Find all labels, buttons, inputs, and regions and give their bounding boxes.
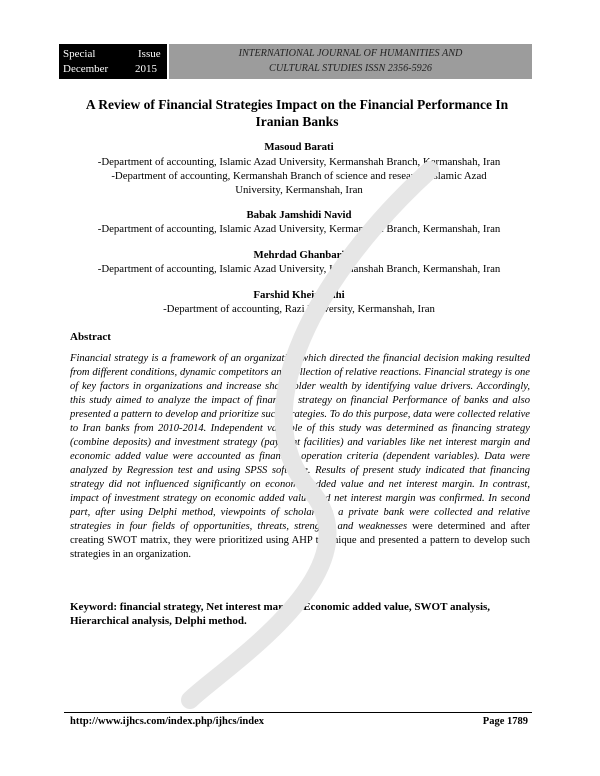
- author-name: Babak Jamshidi Navid: [246, 209, 352, 221]
- footer-rule: [64, 712, 532, 713]
- special-label: Special: [63, 48, 96, 60]
- abstract-italic-text: Financial strategy is a framework of an organization which directed the financial decision making resulted from different conditions, dynamic competitors and collection of relative reactions. Financial strategy is one of key factors in organizations and increase shareholder wealth by identifying value drivers. Accordingly, this study aimed to analyze the impact of financial strategy on financial Performance of banks and also presented a pattern to develop and prioritize such strategies. To do this purpose, data were collected relative to Iran banks from 2010-2014. Independent variable of this study was determined as financing strategy (combine deposits) and investment strategy (payment facilities) and variables like net interest margin and economic added value were accounted as financial operation criteria (dependent variables). Data were analyzed by Regression test and using SPSS software. Results of present study indicated that financing strategy did not influenced significantly on economic added value and net interest margin. In contrast, impact of investment strategy on economic added value and net interest margin was confirmed. In second part, after using Delphi method, viewpoints of scholars in a private bank were collected and relative strategies in four fields of opportunities, threats, strengths and weaknesses: [70, 353, 530, 532]
- author-affiliation: -Department of accounting, Islamic Azad University, Kermanshah Branch, Kermanshah, Iran: [97, 223, 501, 235]
- paper-title-line1: A Review of Financial Strategies Impact on the Financial Performance In: [85, 97, 509, 112]
- author-name: Farshid Kheirollahi: [253, 289, 345, 301]
- abstract-regular-text: were determined and after creating SWOT matrix, they were prioritized using AHP technique and presented a pattern to develop such strategies in an organization.: [70, 521, 530, 560]
- year-label: 2015: [135, 63, 157, 75]
- paper-title-line2: Iranian Banks: [255, 114, 339, 129]
- author-affiliation: -Department of accounting, Islamic Azad University, Kermanshah Branch, Kermanshah, Iran: [97, 156, 501, 168]
- issue-label: Issue: [138, 48, 161, 60]
- abstract-body: [70, 352, 530, 562]
- journal-name-line1: INTERNATIONAL JOURNAL OF HUMANITIES AND: [238, 48, 463, 59]
- author-name: Masoud Barati: [264, 141, 334, 153]
- author-name: Mehrdad Ghanbari: [253, 249, 345, 261]
- keywords: Keyword: financial strategy, Net interest margin, Economic added value, SWOT analysis, Hierarchical analysis, Delphi method.: [70, 601, 491, 627]
- month-label: December: [63, 63, 109, 75]
- paper-title: [62, 96, 532, 130]
- footer-url[interactable]: http://www.ijhcs.com/index.php/ijhcs/index: [70, 716, 264, 727]
- abstract-heading: Abstract: [70, 331, 111, 343]
- journal-name-line2: CULTURAL STUDIES ISSN 2356-5926: [269, 63, 432, 74]
- issue-box: [59, 44, 167, 79]
- author-affiliation: -Department of accounting, Kermanshah Branch of science and research, Islamic Azad: [111, 170, 487, 182]
- page-number: Page 1789: [482, 716, 528, 727]
- author-affiliation: -Department of accounting, Razi University, Kermanshah, Iran: [163, 303, 435, 315]
- author-affiliation: -Department of accounting, Islamic Azad University, Kermanshah Branch, Kermanshah, Iran: [97, 263, 501, 275]
- author-affiliation: University, Kermanshah, Iran: [235, 184, 363, 196]
- journal-banner: [169, 44, 532, 79]
